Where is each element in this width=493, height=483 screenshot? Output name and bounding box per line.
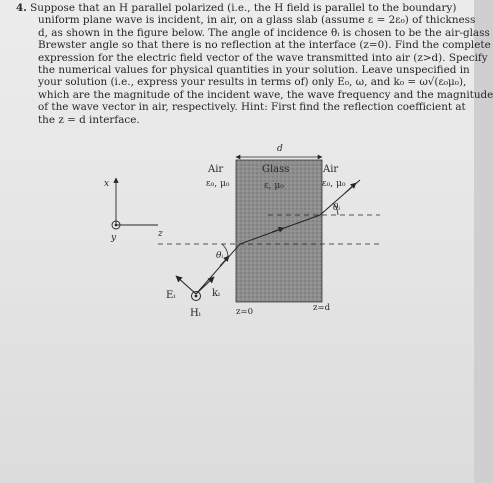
problem-line-5: expression for the electric field vector of the wave transmitted into air (z>d). Specify bbox=[38, 51, 488, 64]
left-medium-name: Air bbox=[208, 164, 224, 175]
problem-line-7: your solution (i.e., express your results in terms of) only E₀, ω, and k₀ = ω√(ε₀μ₀), bbox=[38, 76, 467, 89]
k-vector-label: kᵢ bbox=[212, 288, 221, 299]
left-medium-params: ε₀, μ₀ bbox=[206, 179, 230, 189]
problem-line-10: the z = d interface. bbox=[38, 113, 140, 126]
transmitted-ray-arrow bbox=[345, 183, 356, 193]
problem-text-1: Suppose that an H parallel polarized (i.e., the H field is parallel to the boundary) bbox=[30, 2, 457, 14]
transmitted-angle-label: θᵢ bbox=[333, 203, 341, 213]
e-field-label: Eᵢ bbox=[166, 290, 176, 301]
x-axis-label: x bbox=[104, 179, 110, 189]
slab-name: Glass bbox=[262, 164, 290, 175]
h-field-label: Hᵢ bbox=[190, 308, 201, 319]
h-field-dot-icon bbox=[195, 295, 198, 298]
problem-line-8: which are the magnitude of the incident wave, the wave frequency and the magnitude bbox=[38, 88, 493, 101]
problem-number: 4. bbox=[16, 2, 27, 14]
e-field-arrow bbox=[176, 276, 196, 294]
y-axis-dot-icon bbox=[115, 224, 118, 227]
interface-left-label: z=0 bbox=[236, 307, 254, 317]
slab-params: ε, μ₀ bbox=[264, 181, 284, 191]
thickness-label: d bbox=[277, 144, 283, 154]
interface-right-label: z=d bbox=[313, 303, 331, 313]
problem-line-2: uniform plane wave is incident, in air, on a glass slab (assume ε = 2ε₀) of thickness bbox=[38, 14, 476, 27]
z-axis-label: z bbox=[158, 229, 163, 239]
y-axis-label: y bbox=[111, 233, 117, 243]
right-medium-params: ε₀, μ₀ bbox=[322, 179, 346, 189]
problem-line-9: of the wave vector in air, respectively. Hint: First find the reflection coefficient at bbox=[38, 101, 466, 114]
problem-line-3: d, as shown in the figure below. The angle of incidence θᵢ is chosen to be the air-glass bbox=[38, 26, 490, 39]
problem-line-6: the numerical values for physical quantities in your solution. Leave unspecified in bbox=[38, 64, 470, 77]
right-medium-name: Air bbox=[323, 164, 339, 175]
incident-angle-label: θᵢ bbox=[216, 251, 224, 261]
problem-line-4: Brewster angle so that there is no reflection at the interface (z=0). Find the complete bbox=[38, 39, 491, 52]
